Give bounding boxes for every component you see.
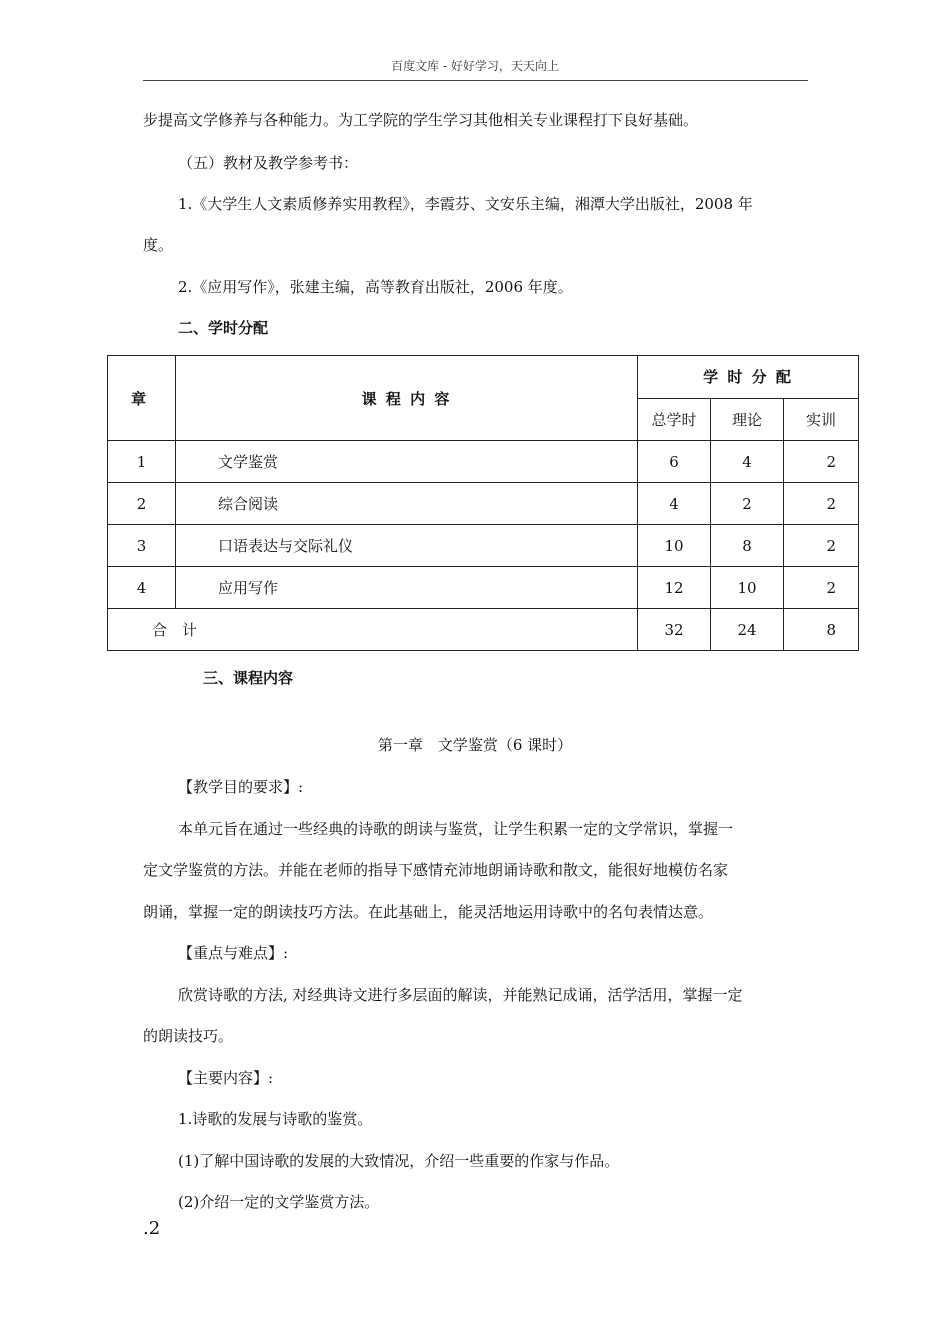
cell-total: 12 xyxy=(638,567,711,609)
reference-2: 2.《应用写作》，张建主编，高等教育出版社，2006 年度。 xyxy=(178,278,573,296)
cell-content: 综合阅读 xyxy=(176,483,638,525)
cell-chapter: 4 xyxy=(108,567,176,609)
cell-chapter: 3 xyxy=(108,525,176,567)
header-content: 课 程 内 容 xyxy=(176,356,638,441)
section-content-heading: 三、课程内容 xyxy=(203,669,294,687)
table-sum-row xyxy=(108,609,859,651)
chapter-title: 第一章 文学鉴赏（6 课时） xyxy=(377,736,573,754)
cell-sum-label: 合 计 xyxy=(108,609,638,651)
section-textbooks-heading: （五）教材及教学参考书： xyxy=(178,154,359,172)
subheader-practice: 实训 xyxy=(784,398,859,441)
cell-theory: 8 xyxy=(711,525,784,567)
table-header-row xyxy=(108,356,859,399)
cell-practice: 2 xyxy=(784,567,859,609)
cell-sum-theory: 24 xyxy=(711,609,784,651)
table-row xyxy=(108,483,859,525)
cell-theory: 4 xyxy=(711,441,784,483)
main-content-item-3: (2)介绍一定的文学鉴赏方法。 xyxy=(178,1193,380,1211)
section-hours-heading: 二、学时分配 xyxy=(178,319,269,337)
main-content-item-1: 1.诗歌的发展与诗歌的鉴赏。 xyxy=(178,1110,373,1128)
requirements-line-3: 朗诵，掌握一定的朗读技巧方法。在此基础上，能灵活地运用诗歌中的名句表情达意。 xyxy=(143,903,714,921)
cell-sum-total: 32 xyxy=(638,609,711,651)
cell-total: 6 xyxy=(638,441,711,483)
key-points-line-1: 欣赏诗歌的方法, 对经典诗文进行多层面的解读，并能熟记成诵，活学活用，掌握一定 xyxy=(178,986,743,1004)
hours-allocation-table xyxy=(107,355,859,651)
subheader-total: 总学时 xyxy=(638,398,711,441)
cell-sum-practice: 8 xyxy=(784,609,859,651)
cell-practice: 2 xyxy=(784,525,859,567)
reference-1-line-2: 度。 xyxy=(143,236,174,254)
reference-1-line-1: 1.《大学生人文素质修养实用教程》，李霞芬、文安乐主编，湘潭大学出版社，2008 年 xyxy=(178,195,753,213)
subheader-theory: 理论 xyxy=(711,398,784,441)
cell-chapter: 2 xyxy=(108,483,176,525)
main-content-label: 【主要内容】: xyxy=(178,1069,274,1087)
cell-total: 4 xyxy=(638,483,711,525)
paragraph-continuation: 步提高文学修养与各种能力。为工学院的学生学习其他相关专业课程打下良好基础。 xyxy=(143,111,699,129)
cell-theory: 2 xyxy=(711,483,784,525)
requirements-line-1: 本单元旨在通过一些经典的诗歌的朗读与鉴赏，让学生积累一定的文学常识，掌握一 xyxy=(178,820,734,838)
main-content-item-2: (1)了解中国诗歌的发展的大致情况，介绍一些重要的作家与作品。 xyxy=(178,1152,620,1170)
header-allocation: 学 时 分 配 xyxy=(638,356,859,399)
cell-practice: 2 xyxy=(784,483,859,525)
table-row xyxy=(108,525,859,567)
requirements-line-2: 定文学鉴赏的方法。并能在老师的指导下感情充沛地朗诵诗歌和散文，能很好地模仿名家 xyxy=(143,861,729,879)
cell-chapter: 1 xyxy=(108,441,176,483)
cell-theory: 10 xyxy=(711,567,784,609)
requirements-label: 【教学目的要求】: xyxy=(178,778,304,796)
cell-practice: 2 xyxy=(784,441,859,483)
cell-content: 口语表达与交际礼仪 xyxy=(176,525,638,567)
table-row xyxy=(108,441,859,483)
page-header: 百度文库 - 好好学习，天天向上 xyxy=(391,59,559,73)
key-points-label: 【重点与难点】: xyxy=(178,944,289,962)
header-rule xyxy=(143,80,808,81)
cell-content: 文学鉴赏 xyxy=(176,441,638,483)
key-points-line-2: 的朗读技巧。 xyxy=(143,1027,234,1045)
page-number: .2 xyxy=(143,1218,161,1239)
header-chapter: 章 xyxy=(108,356,176,441)
table-row xyxy=(108,567,859,609)
cell-total: 10 xyxy=(638,525,711,567)
cell-content: 应用写作 xyxy=(176,567,638,609)
